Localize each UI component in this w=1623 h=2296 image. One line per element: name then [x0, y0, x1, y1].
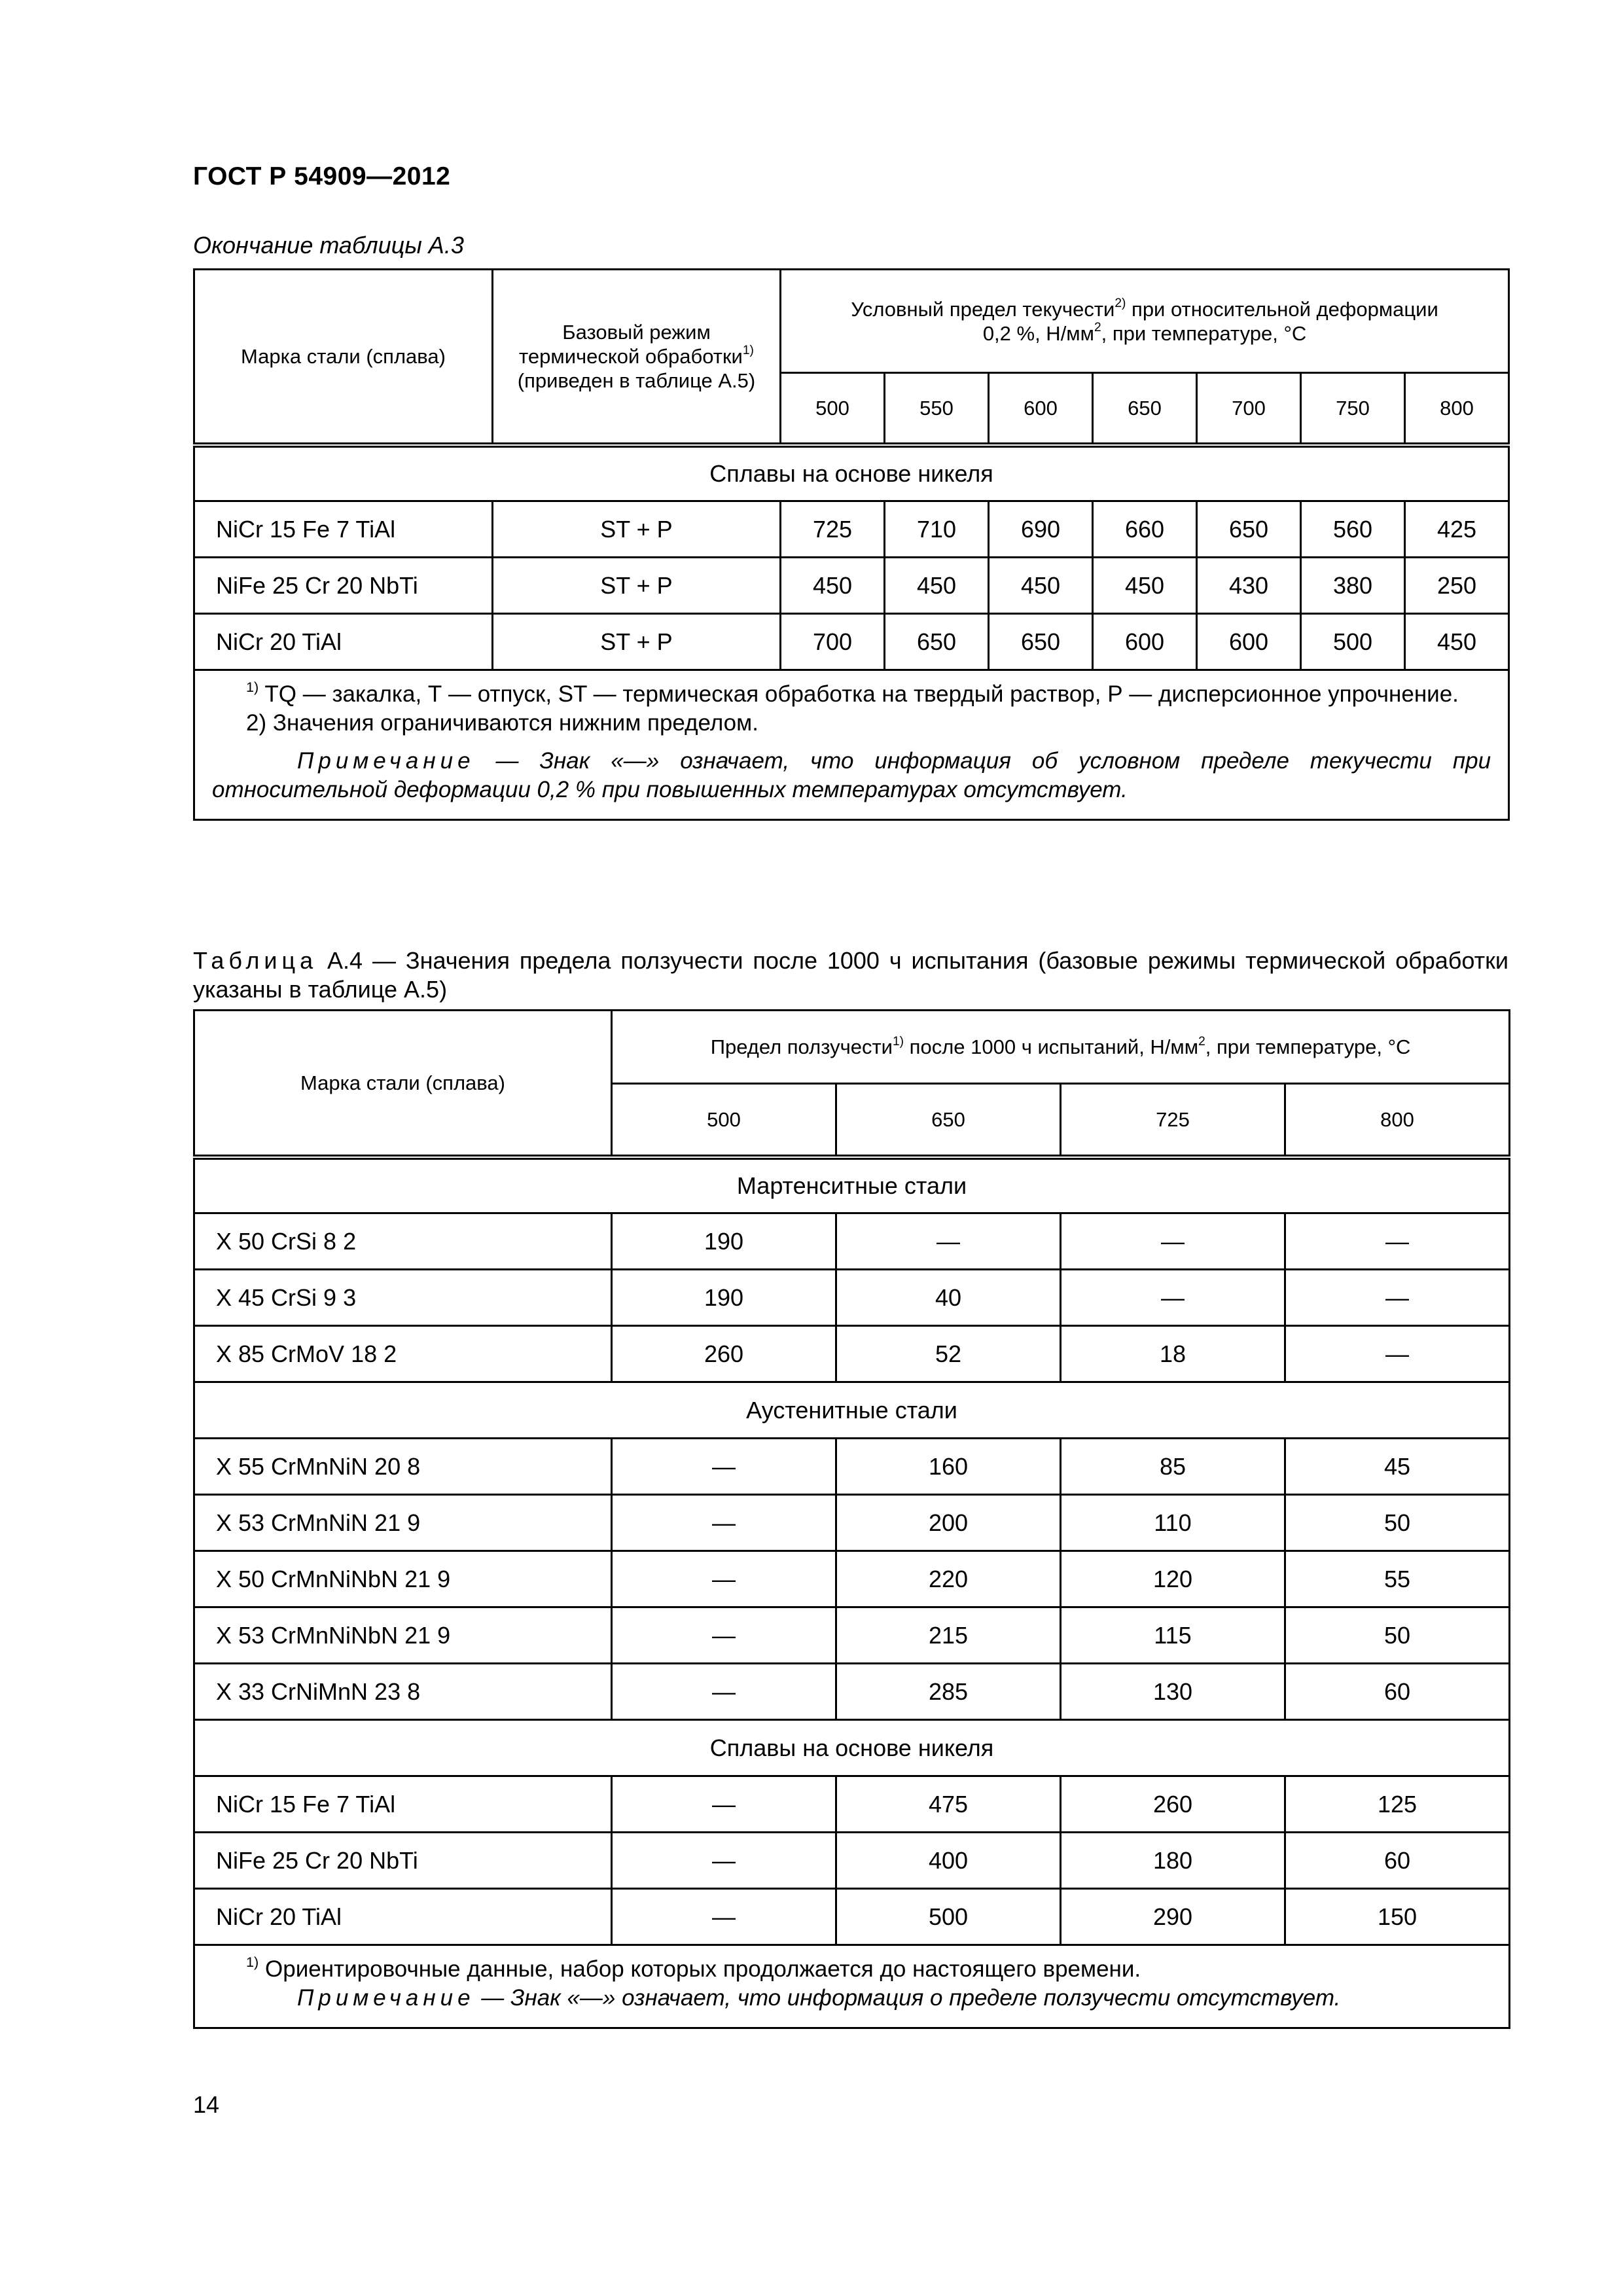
- mode-cell: ST + P: [493, 614, 781, 670]
- col-header-creep-limit: Предел ползучести$^{1)}$ после 1000 ч испытаний, $Н/мм^2$, при температуре, °С: [612, 1011, 1510, 1084]
- value-cell: 400: [836, 1833, 1061, 1889]
- table-row: [194, 1439, 1510, 1495]
- value-cell: 220: [836, 1551, 1061, 1607]
- value-cell: 725: [781, 501, 885, 558]
- value-cell: —: [1285, 1270, 1510, 1326]
- table-a3-notes: [194, 670, 1509, 820]
- table-row: [194, 1213, 1510, 1270]
- value-cell: 18: [1061, 1326, 1285, 1382]
- table-note: Примечание — Знак «—» означает, что информация об условном пределе текучести при относительной деформации 0,2 % при повышенных температурах отсутствует.: [212, 748, 1491, 802]
- footnote-1: $^{1)}$ TQ — закалка, Т — отпуск, ST — термическая обработка на твердый раствор, Р — дисперсионное упрочнение.: [246, 679, 1459, 707]
- footnote-2: 2) Значения ограничиваются нижним пределом.: [246, 710, 758, 736]
- grade-cell: X 85 CrMoV 18 2: [194, 1326, 612, 1382]
- value-cell: 110: [1061, 1495, 1285, 1551]
- table-row: [194, 558, 1509, 614]
- grade-cell: X 53 CrMnNiN 21 9: [194, 1495, 612, 1551]
- temp-header: 800: [1285, 1084, 1510, 1157]
- value-cell: 250: [1405, 558, 1509, 614]
- value-cell: 450: [1093, 558, 1197, 614]
- document-title: ГОСТ Р 54909—2012: [193, 162, 451, 190]
- value-cell: 180: [1061, 1833, 1285, 1889]
- temp-header: 800: [1405, 373, 1509, 445]
- table-row: [194, 1664, 1510, 1720]
- value-cell: 560: [1301, 501, 1405, 558]
- temp-header: 500: [781, 373, 885, 445]
- value-cell: —: [1285, 1326, 1510, 1382]
- value-cell: 190: [612, 1213, 836, 1270]
- footnote-1: $^{1)}$ Ориентировочные данные, набор которых продолжается до настоящего времени.: [246, 1954, 1141, 1982]
- grade-cell: X 50 CrSi 8 2: [194, 1213, 612, 1270]
- value-cell: 650: [1197, 501, 1301, 558]
- value-cell: —: [612, 1833, 836, 1889]
- mode-cell: ST + P: [493, 501, 781, 558]
- mode-cell: ST + P: [493, 558, 781, 614]
- value-cell: 85: [1061, 1439, 1285, 1495]
- grade-cell: NiCr 15 Fe 7 TiAl: [194, 501, 493, 558]
- value-cell: 45: [1285, 1439, 1510, 1495]
- value-cell: 425: [1405, 501, 1509, 558]
- value-cell: 260: [1061, 1776, 1285, 1833]
- col-header-grade: Марка стали (сплава): [194, 1011, 612, 1157]
- value-cell: 710: [885, 501, 989, 558]
- value-cell: —: [612, 1776, 836, 1833]
- value-cell: —: [612, 1495, 836, 1551]
- table-row: [194, 1551, 1510, 1607]
- value-cell: 450: [1405, 614, 1509, 670]
- value-cell: 60: [1285, 1664, 1510, 1720]
- value-cell: 690: [989, 501, 1093, 558]
- table-a4: [193, 1009, 1510, 2029]
- value-cell: 215: [836, 1607, 1061, 1664]
- table-row: [194, 1326, 1510, 1382]
- value-cell: —: [1061, 1213, 1285, 1270]
- temp-header: 650: [836, 1084, 1061, 1157]
- temp-header: 650: [1093, 373, 1197, 445]
- table-a4-notes: [194, 1945, 1510, 2028]
- section-heading: Сплавы на основе никеля: [194, 1720, 1510, 1776]
- temp-header: 600: [989, 373, 1093, 445]
- value-cell: 115: [1061, 1607, 1285, 1664]
- value-cell: —: [612, 1551, 836, 1607]
- section-heading: Аустенитные стали: [194, 1382, 1510, 1439]
- temp-header: 725: [1061, 1084, 1285, 1157]
- value-cell: 600: [1197, 614, 1301, 670]
- grade-cell: X 55 CrMnNiN 20 8: [194, 1439, 612, 1495]
- value-cell: 40: [836, 1270, 1061, 1326]
- value-cell: 290: [1061, 1889, 1285, 1945]
- col-header-yield-strength: Условный предел текучести$^{2)}$ при относительной деформации 0,2 %, $Н/мм^2$, при температуре, °С: [781, 270, 1509, 373]
- value-cell: 260: [612, 1326, 836, 1382]
- value-cell: —: [612, 1439, 836, 1495]
- value-cell: 700: [781, 614, 885, 670]
- grade-cell: NiCr 20 TiAl: [194, 1889, 612, 1945]
- table-row: [194, 1776, 1510, 1833]
- value-cell: 430: [1197, 558, 1301, 614]
- section-heading: Сплавы на основе никеля: [194, 445, 1509, 501]
- table-row: [194, 1495, 1510, 1551]
- value-cell: 600: [1093, 614, 1197, 670]
- table-row: [194, 614, 1509, 670]
- table-row: [194, 1889, 1510, 1945]
- grade-cell: X 50 CrMnNiNbN 21 9: [194, 1551, 612, 1607]
- table-row: [194, 501, 1509, 558]
- col-header-heat-treatment: Базовый режим термической обработки$^{1)}$ (приведен в таблице А.5): [493, 270, 781, 445]
- table-row: [194, 1833, 1510, 1889]
- value-cell: 50: [1285, 1495, 1510, 1551]
- table-row: [194, 1270, 1510, 1326]
- value-cell: 500: [1301, 614, 1405, 670]
- temp-header: 500: [612, 1084, 836, 1157]
- page-number: 14: [193, 2091, 220, 2118]
- value-cell: 160: [836, 1439, 1061, 1495]
- grade-cell: NiFe 25 Cr 20 NbTi: [194, 558, 493, 614]
- grade-cell: X 33 CrNiMnN 23 8: [194, 1664, 612, 1720]
- value-cell: 500: [836, 1889, 1061, 1945]
- value-cell: 125: [1285, 1776, 1510, 1833]
- value-cell: 450: [781, 558, 885, 614]
- value-cell: 285: [836, 1664, 1061, 1720]
- value-cell: —: [612, 1664, 836, 1720]
- value-cell: 55: [1285, 1551, 1510, 1607]
- table-a3: [193, 268, 1510, 821]
- temp-header: 700: [1197, 373, 1301, 445]
- value-cell: 450: [989, 558, 1093, 614]
- value-cell: 450: [885, 558, 989, 614]
- grade-cell: NiCr 20 TiAl: [194, 614, 493, 670]
- grade-cell: X 53 CrMnNiNbN 21 9: [194, 1607, 612, 1664]
- value-cell: 50: [1285, 1607, 1510, 1664]
- table-a3-continuation-caption: Окончание таблицы А.3: [193, 232, 464, 259]
- value-cell: 380: [1301, 558, 1405, 614]
- table-note: Примечание — Знак «—» означает, что информация о пределе ползучести отсутствует.: [297, 1985, 1341, 2011]
- value-cell: —: [612, 1607, 836, 1664]
- value-cell: 120: [1061, 1551, 1285, 1607]
- value-cell: 200: [836, 1495, 1061, 1551]
- value-cell: —: [612, 1889, 836, 1945]
- value-cell: 475: [836, 1776, 1061, 1833]
- grade-cell: X 45 CrSi 9 3: [194, 1270, 612, 1326]
- col-header-grade: Марка стали (сплава): [194, 270, 493, 445]
- temp-header: 750: [1301, 373, 1405, 445]
- value-cell: 130: [1061, 1664, 1285, 1720]
- value-cell: 150: [1285, 1889, 1510, 1945]
- value-cell: 52: [836, 1326, 1061, 1382]
- value-cell: 660: [1093, 501, 1197, 558]
- table-a4-caption: Таблица А.4 — Значения предела ползучести после 1000 ч испытания (базовые режимы термической обработки указаны в таблице А.5): [193, 947, 1508, 1003]
- value-cell: 190: [612, 1270, 836, 1326]
- temp-header: 550: [885, 373, 989, 445]
- grade-cell: NiCr 15 Fe 7 TiAl: [194, 1776, 612, 1833]
- grade-cell: NiFe 25 Cr 20 NbTi: [194, 1833, 612, 1889]
- table-row: [194, 1607, 1510, 1664]
- value-cell: 60: [1285, 1833, 1510, 1889]
- section-heading: Мартенситные стали: [194, 1157, 1510, 1213]
- value-cell: —: [836, 1213, 1061, 1270]
- value-cell: 650: [885, 614, 989, 670]
- value-cell: —: [1061, 1270, 1285, 1326]
- value-cell: —: [1285, 1213, 1510, 1270]
- value-cell: 650: [989, 614, 1093, 670]
